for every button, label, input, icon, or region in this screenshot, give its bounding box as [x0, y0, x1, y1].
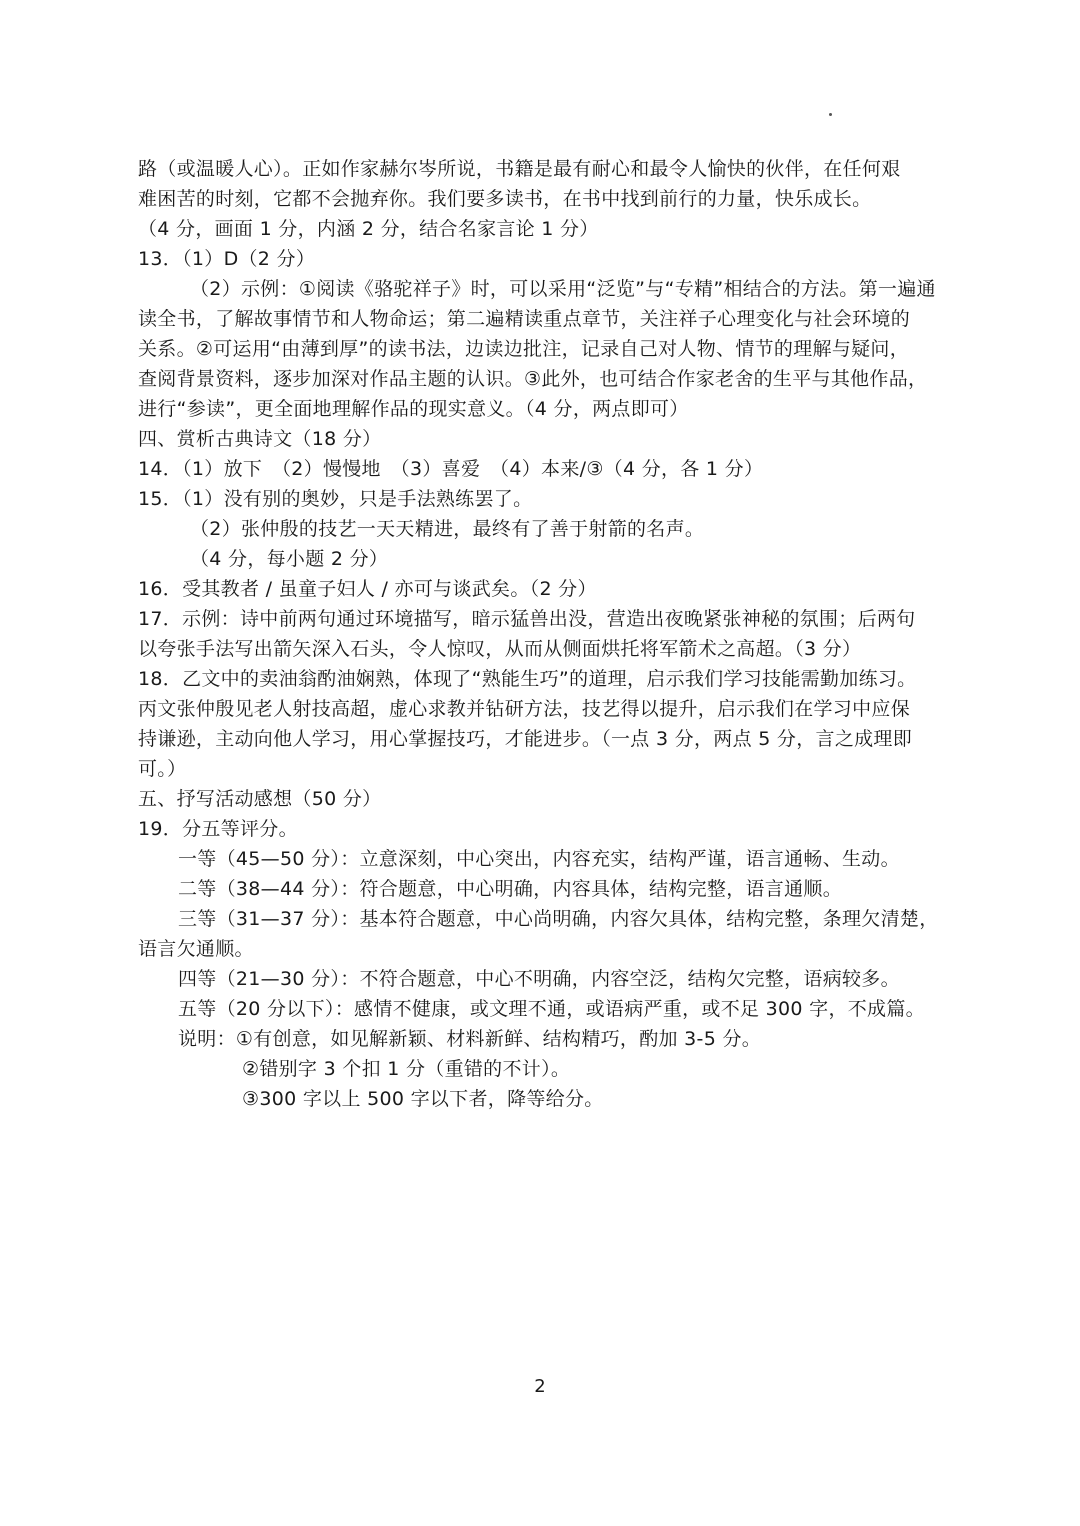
- text-line: 15．（1）没有别的奥妙，只是手法熟练罢了。: [138, 488, 533, 510]
- text-line: 进行“参读”，更全面地理解作品的现实意义。（4 分，两点即可）: [138, 398, 689, 420]
- text-line: 14．（1）放下 （2）慢慢地 （3）喜爱 （4）本来/③（4 分，各 1 分）: [138, 458, 764, 480]
- text-line: 语言欠通顺。: [138, 938, 254, 960]
- text-line: 五、抒写活动感想（50 分）: [138, 788, 382, 810]
- text-line: 四、赏析古典诗文（18 分）: [138, 428, 382, 450]
- text-line: 五等（20 分以下）：感情不健康，或文理不通，或语病严重，或不足 300 字，不成篇。: [178, 998, 925, 1020]
- text-line: 四等（21—30 分）：不符合题意，中心不明确，内容空泛，结构欠完整，语病较多。: [178, 968, 900, 990]
- text-line: （2）张仲殷的技艺一天天精进，最终有了善于射箭的名声。: [190, 518, 705, 540]
- text-line: 一等（45—50 分）：立意深刻，中心突出，内容充实，结构严谨，语言通畅、生动。: [178, 848, 900, 870]
- text-line: ③300 字以上 500 字以下者，降等给分。: [242, 1088, 604, 1110]
- text-line: ②错别字 3 个扣 1 分（重错的不计）。: [242, 1058, 571, 1080]
- text-line: 路（或温暖人心）。正如作家赫尔岑所说，书籍是最有耐心和最令人愉快的伙伴，在任何艰: [138, 158, 901, 180]
- text-line: 19．分五等评分。: [138, 818, 298, 840]
- text-line: 关系。②可运用“由薄到厚”的读书法，边读边批注，记录自己对人物、情节的理解与疑问，: [138, 338, 910, 360]
- text-line: 17．示例：诗中前两句通过环境描写，暗示猛兽出没，营造出夜晚紧张神秘的氛围；后两句: [138, 608, 916, 630]
- text-line: 可。）: [138, 758, 187, 780]
- text-line: 以夸张手法写出箭矢深入石头，令人惊叹，从而从侧面烘托将军箭术之高超。（3 分）: [138, 638, 862, 660]
- answer-key-body: [138, 154, 978, 1114]
- text-line: （2）示例：①阅读《骆驼祥子》时，可以采用“泛览”与“专精”相结合的方法。第一遍通: [190, 278, 936, 300]
- text-line: 难困苦的时刻，它都不会抛弃你。我们要多读书，在书中找到前行的力量，快乐成长。: [138, 188, 872, 210]
- text-line: 持谦逊，主动向他人学习，用心掌握技巧，才能进步。（一点 3 分，两点 5 分，言之成理即: [138, 728, 913, 750]
- text-line: 读全书，了解故事情节和人物命运；第二遍精读重点章节，关注祥子心理变化与社会环境的: [138, 308, 911, 330]
- scan-dot-mark: [829, 113, 832, 116]
- text-line: 16．受其教者 / 虽童子妇人 / 亦可与谈武矣。（2 分）: [138, 578, 597, 600]
- text-line: 18．乙文中的卖油翁酌油娴熟，体现了“熟能生巧”的道理，启示我们学习技能需勤加练习。: [138, 668, 917, 690]
- page-number: 2: [534, 1376, 546, 1397]
- text-line: 二等（38—44 分）：符合题意，中心明确，内容具体，结构完整，语言通顺。: [178, 878, 842, 900]
- text-line: 13．（1）D（2 分）: [138, 248, 316, 270]
- text-line: （4 分，画面 1 分，内涵 2 分，结合名家言论 1 分）: [138, 218, 599, 240]
- text-line: 查阅背景资料，逐步加深对作品主题的认识。③此外，也可结合作家老舍的生平与其他作品，: [138, 368, 928, 390]
- text-line: （4 分，每小题 2 分）: [190, 548, 389, 570]
- text-line: 丙文张仲殷见老人射技高超，虚心求教并钻研方法，技艺得以提升，启示我们在学习中应保: [138, 698, 911, 720]
- text-line: 说明：①有创意，如见解新颖、材料新鲜、结构精巧，酌加 3-5 分。: [178, 1028, 762, 1050]
- text-line: 三等（31—37 分）：基本符合题意，中心尚明确，内容欠具体，结构完整，条理欠清楚，: [178, 908, 939, 930]
